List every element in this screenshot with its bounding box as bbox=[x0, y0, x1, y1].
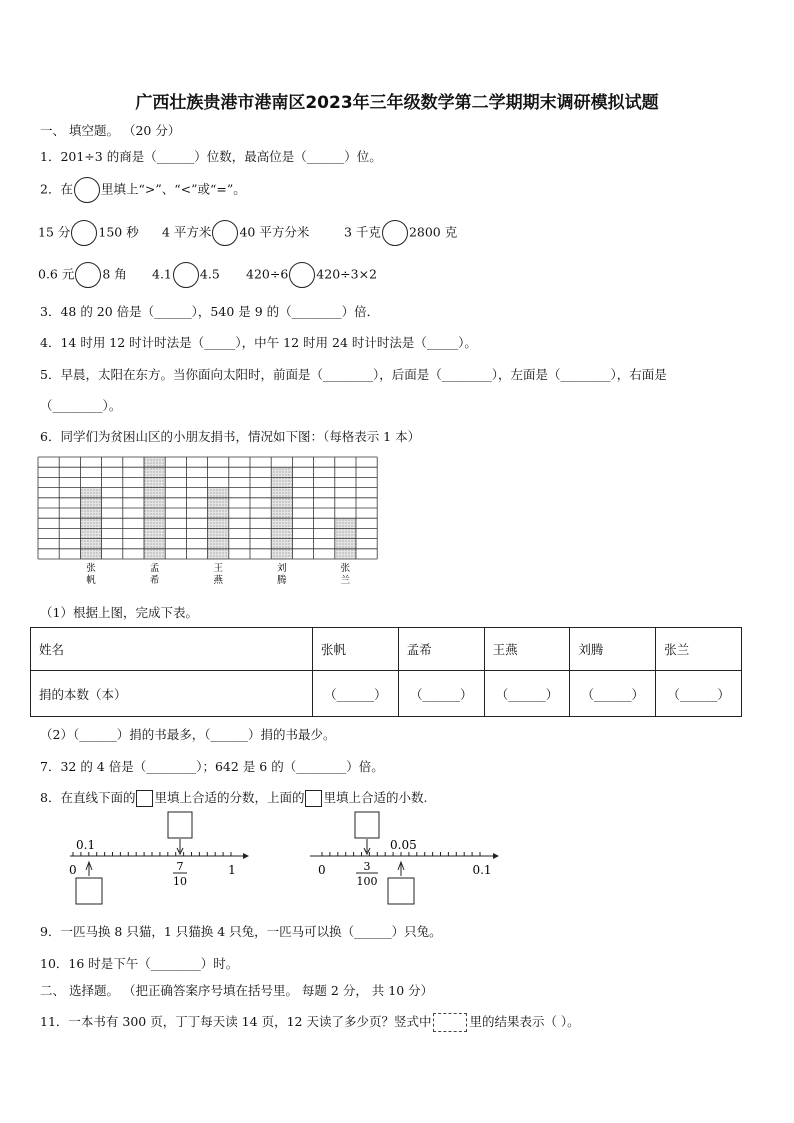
frac-denominator: 100 bbox=[356, 875, 378, 888]
answer-box-top[interactable] bbox=[355, 812, 379, 838]
circle-blank-icon[interactable] bbox=[382, 220, 408, 246]
circle-blank-icon[interactable] bbox=[71, 220, 97, 246]
answer-box-top[interactable] bbox=[168, 812, 192, 838]
compare-item bbox=[344, 220, 457, 246]
circle-blank-icon[interactable] bbox=[212, 220, 238, 246]
table-row-label: 捐的本数（本） bbox=[31, 671, 313, 717]
table-row bbox=[31, 628, 742, 671]
question-5: 5．早晨，太阳在东方。当你面向太阳时，前面是（________），后面是（________），左面是（________），右面是 bbox=[40, 367, 667, 382]
compare-item bbox=[38, 262, 127, 288]
square-blank-icon bbox=[305, 790, 322, 807]
table-header-cell: 孟希 bbox=[398, 628, 484, 671]
table-blank-cell[interactable]: （______） bbox=[398, 671, 484, 717]
section-2-heading: 二、 选择题。 （把正确答案序号填在括号里。 每题 2 分， 共 10 分） bbox=[40, 983, 434, 998]
table-header-cell: 张帆 bbox=[313, 628, 399, 671]
answer-box-bottom[interactable] bbox=[388, 878, 414, 904]
donation-bar-chart bbox=[36, 456, 382, 590]
question-2 bbox=[40, 177, 246, 203]
question-5-cont: （________）。 bbox=[40, 398, 122, 413]
question-9: 9．一匹马换 8 只猫，1 只猫换 4 只兔，一匹马可以换（______）只兔。 bbox=[40, 924, 442, 939]
donation-table bbox=[30, 627, 742, 717]
category-label: 兰 bbox=[340, 575, 351, 586]
section-1-heading: 一、 填空题。 （20 分） bbox=[40, 123, 181, 138]
compare-left: 420÷6 bbox=[246, 266, 289, 282]
category-label: 腾 bbox=[277, 575, 287, 586]
question-6: 6．同学们为贫困山区的小朋友捐书，情况如下图：（每格表示 1 本） bbox=[40, 429, 421, 444]
question-11 bbox=[40, 1012, 580, 1032]
square-blank-icon bbox=[136, 790, 153, 807]
circle-blank-icon[interactable] bbox=[74, 177, 100, 203]
frac-numerator: 7 bbox=[176, 860, 184, 873]
circle-blank-icon[interactable] bbox=[289, 262, 315, 288]
compare-right: 150 秒 bbox=[98, 224, 139, 240]
question-2-text-b: 里填上“>”、“<”或“=”。 bbox=[100, 181, 246, 197]
question-11-text-b: 里的结果表示（ ）。 bbox=[469, 1014, 580, 1029]
number-line-1 bbox=[50, 808, 260, 908]
arrow-right-icon bbox=[493, 853, 499, 859]
table-blank-cell[interactable]: （______） bbox=[484, 671, 570, 717]
question-8 bbox=[40, 788, 427, 807]
category-label: 孟 bbox=[149, 563, 160, 574]
category-label: 燕 bbox=[213, 575, 223, 586]
question-10: 10．16 时是下午（________）时。 bbox=[40, 956, 239, 971]
question-1: 1．201÷3 的商是（______）位数，最高位是（______）位。 bbox=[40, 149, 382, 164]
circle-blank-icon[interactable] bbox=[173, 262, 199, 288]
compare-left: 15 分 bbox=[38, 224, 71, 240]
compare-right: 2800 克 bbox=[408, 224, 458, 240]
compare-left: 4 平方米 bbox=[162, 224, 212, 240]
table-header-cell: 张兰 bbox=[656, 628, 742, 671]
number-line-2 bbox=[306, 808, 506, 908]
compare-right: 420÷3×2 bbox=[316, 266, 378, 282]
category-label: 希 bbox=[149, 575, 160, 586]
label-end: 1 bbox=[228, 863, 236, 877]
question-8-text-a: 8．在直线下面的 bbox=[40, 790, 136, 805]
label-top: 0.05 bbox=[390, 838, 417, 852]
page-title: 广西壮族贵港市港南区2023年三年级数学第二学期期末调研模拟试题 bbox=[135, 93, 659, 113]
table-row bbox=[31, 671, 742, 717]
category-label: 刘 bbox=[277, 563, 287, 574]
table-blank-cell[interactable]: （______） bbox=[656, 671, 742, 717]
question-11-text-a: 11．一本书有 300 页，丁丁每天读 14 页，12 天读了多少页？竖式中 bbox=[40, 1014, 432, 1029]
question-6-part-2: （2）（______）捐的书最多，（______）捐的书最少。 bbox=[40, 727, 336, 742]
question-6-part-1: （1）根据上图，完成下表。 bbox=[40, 605, 198, 620]
label-end: 0.1 bbox=[472, 863, 492, 877]
category-label: 张 bbox=[340, 563, 351, 574]
compare-left: 4.1 bbox=[152, 266, 172, 282]
label-top: 0.1 bbox=[76, 838, 96, 852]
question-4: 4．14 时用 12 时计时法是（_____），中午 12 时用 24 时计时法是（_____）。 bbox=[40, 335, 477, 350]
compare-item bbox=[162, 220, 309, 246]
category-label: 王 bbox=[213, 563, 223, 574]
category-label: 帆 bbox=[86, 575, 96, 586]
question-8-text-c: 里填上合适的小数. bbox=[323, 790, 428, 805]
table-blank-cell[interactable]: （______） bbox=[570, 671, 656, 717]
question-8-text-b: 里填上合适的分数，上面的 bbox=[154, 790, 305, 805]
bar-3 bbox=[208, 488, 229, 559]
table-header-cell: 刘腾 bbox=[570, 628, 656, 671]
frac-denominator: 10 bbox=[173, 875, 187, 888]
compare-right: 8 角 bbox=[102, 266, 127, 282]
compare-right: 4.5 bbox=[199, 266, 220, 282]
question-3: 3．48 的 20 倍是（______），540 是 9 的（________）倍． bbox=[40, 304, 380, 319]
compare-left: 3 千克 bbox=[344, 224, 381, 240]
question-7: 7．32 的 4 倍是（________）；642 是 6 的（________）倍。 bbox=[40, 759, 384, 774]
category-label: 张 bbox=[86, 563, 96, 574]
table-header-cell: 王燕 bbox=[484, 628, 570, 671]
bar-4 bbox=[271, 467, 292, 559]
label-zero: 0 bbox=[69, 863, 77, 877]
compare-item bbox=[246, 262, 377, 288]
frac-numerator: 3 bbox=[363, 860, 371, 873]
circle-blank-icon[interactable] bbox=[75, 262, 101, 288]
table-header-cell: 姓名 bbox=[31, 628, 313, 671]
answer-box-bottom[interactable] bbox=[76, 878, 102, 904]
compare-item bbox=[38, 220, 139, 246]
tick-marks bbox=[322, 852, 480, 856]
compare-right: 40 平方分米 bbox=[239, 224, 310, 240]
question-2-text-a: 2．在 bbox=[40, 181, 73, 197]
table-blank-cell[interactable]: （______） bbox=[313, 671, 399, 717]
bar-1 bbox=[80, 488, 101, 559]
arrow-right-icon bbox=[243, 853, 249, 859]
dashed-box-icon bbox=[433, 1013, 467, 1032]
compare-item bbox=[152, 262, 220, 288]
tick-marks bbox=[73, 852, 231, 856]
compare-left: 0.6 元 bbox=[38, 266, 75, 282]
label-zero: 0 bbox=[318, 863, 326, 877]
